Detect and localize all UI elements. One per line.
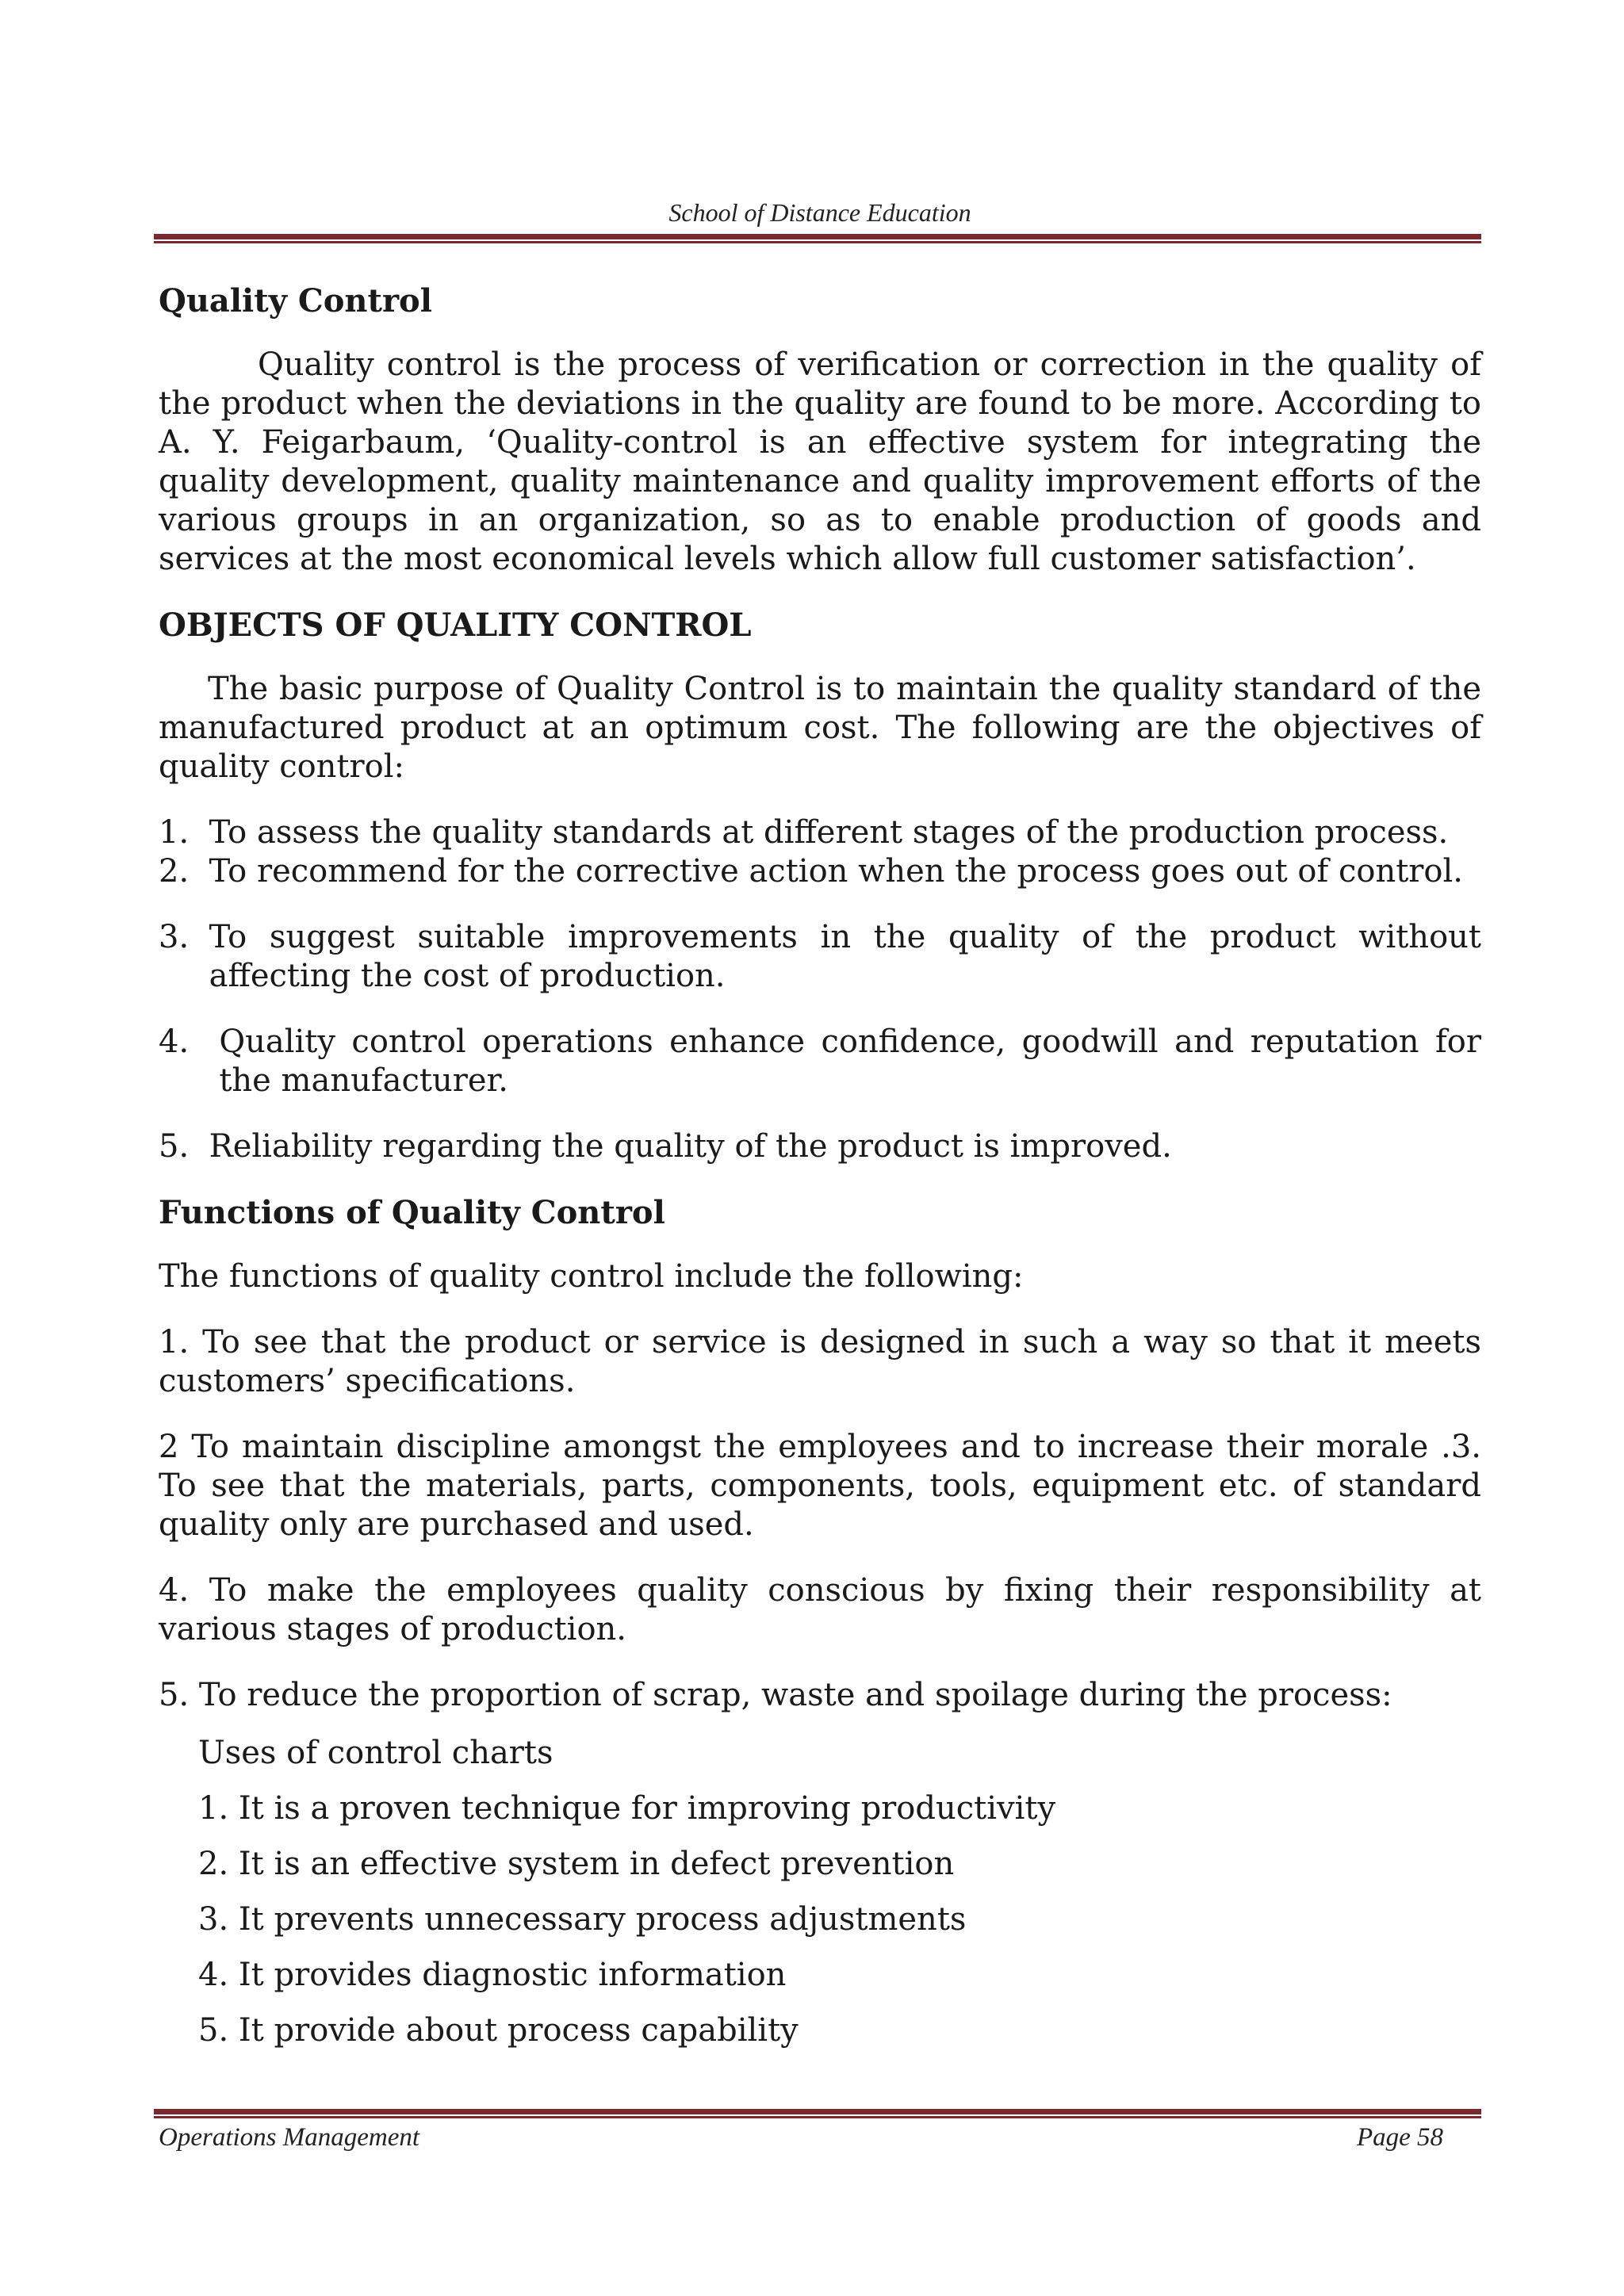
objective-item (159, 918, 1481, 996)
objective-item (159, 813, 1481, 852)
running-header: School of Distance Education (668, 198, 971, 227)
function-paragraph: 2 To maintain discipline amongst the employees and to increase their morale .3. To see that the materials, parts, components, tools, equipment etc. of standard quality only are purchased and used. (159, 1429, 1481, 1543)
uses-item: 1. It is a proven technique for improving productivity (198, 1790, 1056, 1827)
footer-divider-thick (154, 2109, 1481, 2114)
section-heading-functions: Functions of Quality Control (159, 1194, 665, 1231)
objective-number: 4. (159, 1024, 220, 1060)
objective-text: To suggest suitable improvements in the quality of the product without affecting the cost of production. (209, 919, 1481, 994)
header-divider (154, 234, 1481, 243)
objective-number: 1. (159, 814, 209, 851)
functions-intro-paragraph: The functions of quality control include the following: (159, 1258, 1024, 1295)
objective-text: Reliability regarding the quality of the product is improved. (209, 1128, 1172, 1165)
uses-item: 3. It prevents unnecessary process adjustments (198, 1901, 967, 1938)
uses-title: Uses of control charts (198, 1735, 553, 1771)
objective-item (159, 852, 1481, 891)
footer-divider-thin (154, 2116, 1481, 2118)
running-footer (159, 2123, 1443, 2152)
objects-intro-paragraph: The basic purpose of Quality Control is to maintain the quality standard of the manufactured product at an optimum cost. The following are the objectives of quality control: (159, 671, 1481, 785)
footer-page-number: Page 58 (1356, 2123, 1443, 2152)
objective-number: 2. (159, 853, 209, 890)
objective-text: Quality control operations enhance confidence, goodwill and reputation for the manufacturer. (219, 1024, 1481, 1099)
section-heading-objects: OBJECTS OF QUALITY CONTROL (159, 607, 752, 644)
objective-item (159, 1127, 1481, 1166)
uses-item: 5. It provide about process capability (198, 2012, 799, 2049)
uses-item: 2. It is an effective system in defect prevention (198, 1846, 955, 1882)
objective-number: 3. (159, 919, 209, 955)
footer-course-title: Operations Management (159, 2123, 420, 2152)
page-content (159, 281, 1481, 2067)
function-paragraph: 5. To reduce the proportion of scrap, waste and spoilage during the process: (159, 1677, 1392, 1713)
header-divider-thin (154, 241, 1481, 243)
objective-number: 5. (159, 1128, 209, 1165)
objective-text: To assess the quality standards at different stages of the production process. (209, 814, 1449, 851)
objective-item (159, 1023, 1481, 1100)
footer-divider (154, 2109, 1481, 2118)
document-page (159, 0, 1481, 2296)
section-heading-quality-control: Quality Control (159, 282, 432, 320)
quality-control-paragraph: Quality control is the process of verification or correction in the quality of the product when the deviations in the quality are found to be more. According to A. Y. Feigarbaum, ‘Quality-control is an effective system for integrating the quality development, quality maintenance and quality improvement efforts of the various groups in an organization, so as to enable production of goods and services at the most economical levels which allow full customer satisfaction’. (159, 346, 1481, 577)
uses-item: 4. It provides diagnostic information (198, 1957, 787, 1993)
header-divider-thick (154, 234, 1481, 239)
objective-text: To recommend for the corrective action when the process goes out of control. (209, 853, 1464, 890)
function-paragraph: 1. To see that the product or service is designed in such a way so that it meets customers’ specifications. (159, 1324, 1481, 1399)
uses-of-control-charts-list (198, 1734, 1481, 2050)
function-paragraph: 4. To make the employees quality conscious by fixing their responsibility at various stages of production. (159, 1572, 1481, 1647)
